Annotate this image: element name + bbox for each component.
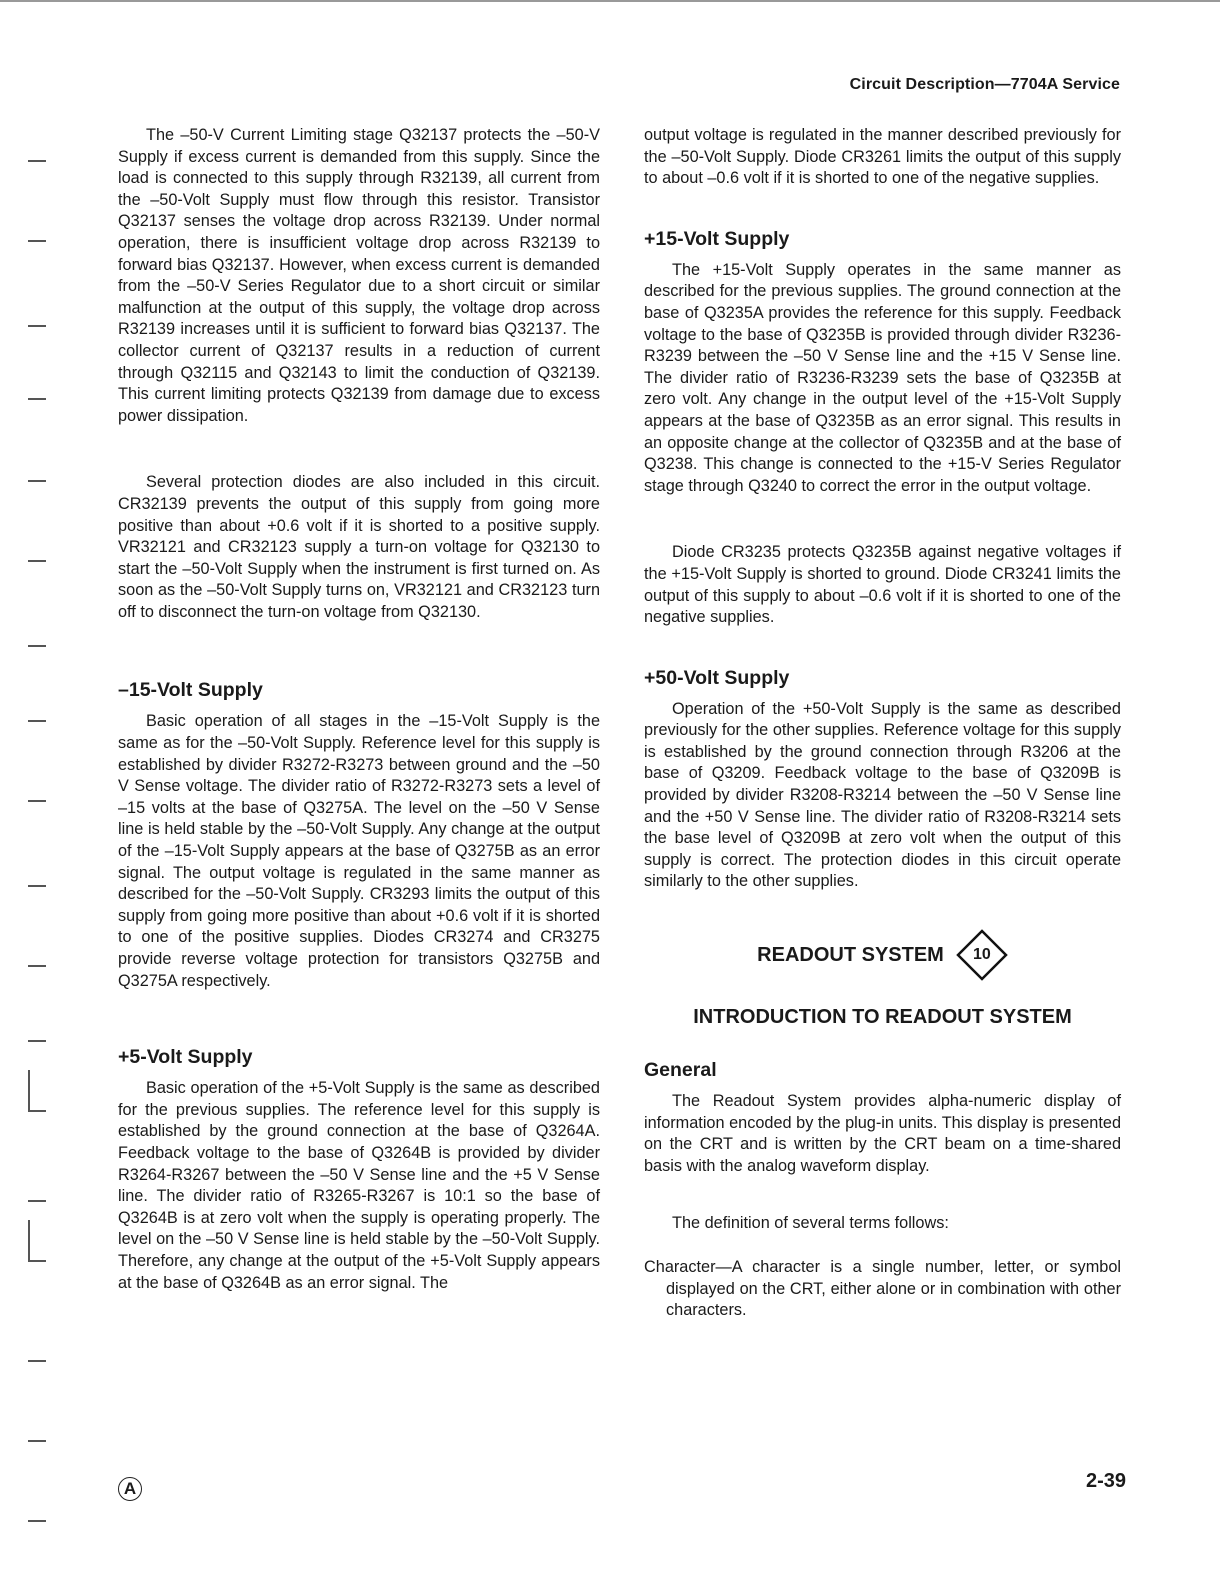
plus15-diode-paragraph: Diode CR3235 protects Q3235B against negative voltages if the +15-Volt Supply is shorted to ground. Diode CR3241 limits the output of this supply to about –0.6 volt if it is shorted to one of the negative supplies.: [644, 543, 1121, 627]
definitions-intro: The definition of several terms follows:: [672, 1214, 949, 1233]
general-heading: General: [644, 1059, 717, 1082]
intro-readout-title: INTRODUCTION TO READOUT SYSTEM: [693, 1006, 1072, 1029]
diagram-number: 10: [972, 946, 991, 964]
plus5-volt-heading: +5-Volt Supply: [118, 1046, 253, 1069]
plus50-volt-heading: +50-Volt Supply: [644, 666, 790, 689]
current-limiting-paragraph: The –50-V Current Limiting stage Q32137 protects the –50-V Supply if excess current is demanded from this supply. Since the load is connected to this supply through R32139, all current from the –50-Volt Supply must flow through this resistor. Transistor Q32137 senses the voltage drop across R32139. Under normal operation, there is insufficient voltage drop across R32139 to forward bias Q32137. However, when excess current is demanded from the –50-V Series Regulator due to a short circuit or similar malfunction at the output of this supply, the voltage drop across R32139 increases until it is sufficient to forward bias Q32137. The collector current of Q32137 results in a reduction of current through Q32115 and Q32143 to limit the conduction of Q32139. This current limiting protects Q32139 from damage due to excess power dissipation.: [118, 126, 600, 425]
plus5-volt-paragraph: Basic operation of the +5-Volt Supply is the same as described for the previous supplies. The reference level for this supply is established by the ground connection at the base of Q3264A. Feedback voltage to the base of Q3264B is provided by divider R3264-R3267 between the –50 V Sense line and the +5 V Sense line. The divider ratio of R3265-R3267 is 10:1 so the base of Q3264B is at zero volt when the supply is operating properly. The level on the –50 V Sense line is held stable by the –50-Volt Supply. Therefore, any change at the output of the +5-Volt Supply appears at the base of Q3264B as an error signal. The: [118, 1079, 600, 1292]
binding-margin-marks: [28, 140, 88, 1540]
right-column: [644, 125, 1121, 1322]
definition-character: Character—A character is a single number, letter, or symbol displayed on the CRT, either alone or in combination with other characters.: [644, 1258, 1121, 1320]
readout-system-title: [644, 929, 1121, 981]
minus5-continued-paragraph: output voltage is regulated in the manner described previously for the –50-Volt Supply. Diode CR3261 limits the output of this supply to about –0.6 volt if it is shorted to one of the negative supplies.: [644, 126, 1121, 188]
general-paragraph: The Readout System provides alpha-numeric display of information encoded by the plug-in units. This display is presented on the CRT and is written by the CRT beam on a time-shared basis with the analog waveform display.: [644, 1092, 1121, 1175]
plus15-volt-heading: +15-Volt Supply: [644, 227, 790, 250]
diagram-number-badge: [956, 929, 1008, 981]
readout-system-label: READOUT SYSTEM: [757, 944, 944, 967]
page-number: 2-39: [1085, 1470, 1126, 1492]
left-column: [118, 125, 600, 1294]
top-rule: [0, 0, 1220, 2]
running-head: Circuit Description—7704A Service: [849, 76, 1120, 93]
plus15-volt-paragraph: The +15-Volt Supply operates in the same manner as described for the previous supplies. The ground connection at the base of Q3235A provides the reference for this supply. Feedback voltage to the base of Q3235B is provided through divider R3236-R3239 between the –50 V Sense line and the +15 V Sense line. The divider ratio of R3236-R3239 sets the base of Q3235B at zero volt. Any change in the output level of the +15-Volt Supply appears at the base of Q3235B as an error signal. This results in an opposite change at the collector of Q3235B and at the base of Q3238. This change is connected to the +15-V Series Regulator stage through Q3240 to correct the error in the output voltage.: [644, 260, 1121, 495]
protection-diodes-paragraph: Several protection diodes are also included in this circuit. CR32139 prevents the output of this supply from going more positive than about +0.6 volt if it is shorted to a positive supply. VR32121 and CR32123 supply a turn-on voltage for Q32130 to start the –50-Volt Supply when the instrument is first turned on. As soon as the –50-Volt Supply turns on, VR32121 and CR32123 turn off to disconnect the turn-on voltage from Q32130.: [118, 473, 600, 621]
registered-mark: A: [118, 1477, 142, 1501]
minus15-volt-heading: –15-Volt Supply: [118, 679, 263, 702]
plus50-volt-paragraph: Operation of the +50-Volt Supply is the same as described previously for the other supplies. Reference voltage for this supply is established by the ground connection through R3206 at the base of Q3209. Feedback voltage to the base of Q3209B is provided by divider R3208-R3214 between the –50 V Sense line and the +50 V Sense line. The divider ratio of R3208-R3214 sets the base level of Q3209B at zero volt when the output of this supply is correct. The protection diodes in this circuit operate similarly to the other supplies.: [644, 699, 1121, 891]
minus15-volt-paragraph: Basic operation of all stages in the –15-Volt Supply is the same as for the –50-Volt Supply. Reference level for this supply is established by divider R3272-R3273 between ground and the –50 V Sense voltage. The divider ratio of R3272-R3273 sets a level of –15 volts at the base of Q3275A. The level on the –50 V Sense line is held stable by the –50-Volt Supply. Any change at the output of the –15-Volt Supply appears at the base of Q3275B as an error signal. The output voltage is regulated in the same manner as described for the –50-Volt Supply. CR3293 limits the output of this supply from going more positive than about +0.6 volt if it is shorted to one of the positive supplies. Diodes CR3274 and CR3275 provide reverse voltage protection for transistors Q3275B and Q3275A respectively.: [118, 712, 600, 990]
